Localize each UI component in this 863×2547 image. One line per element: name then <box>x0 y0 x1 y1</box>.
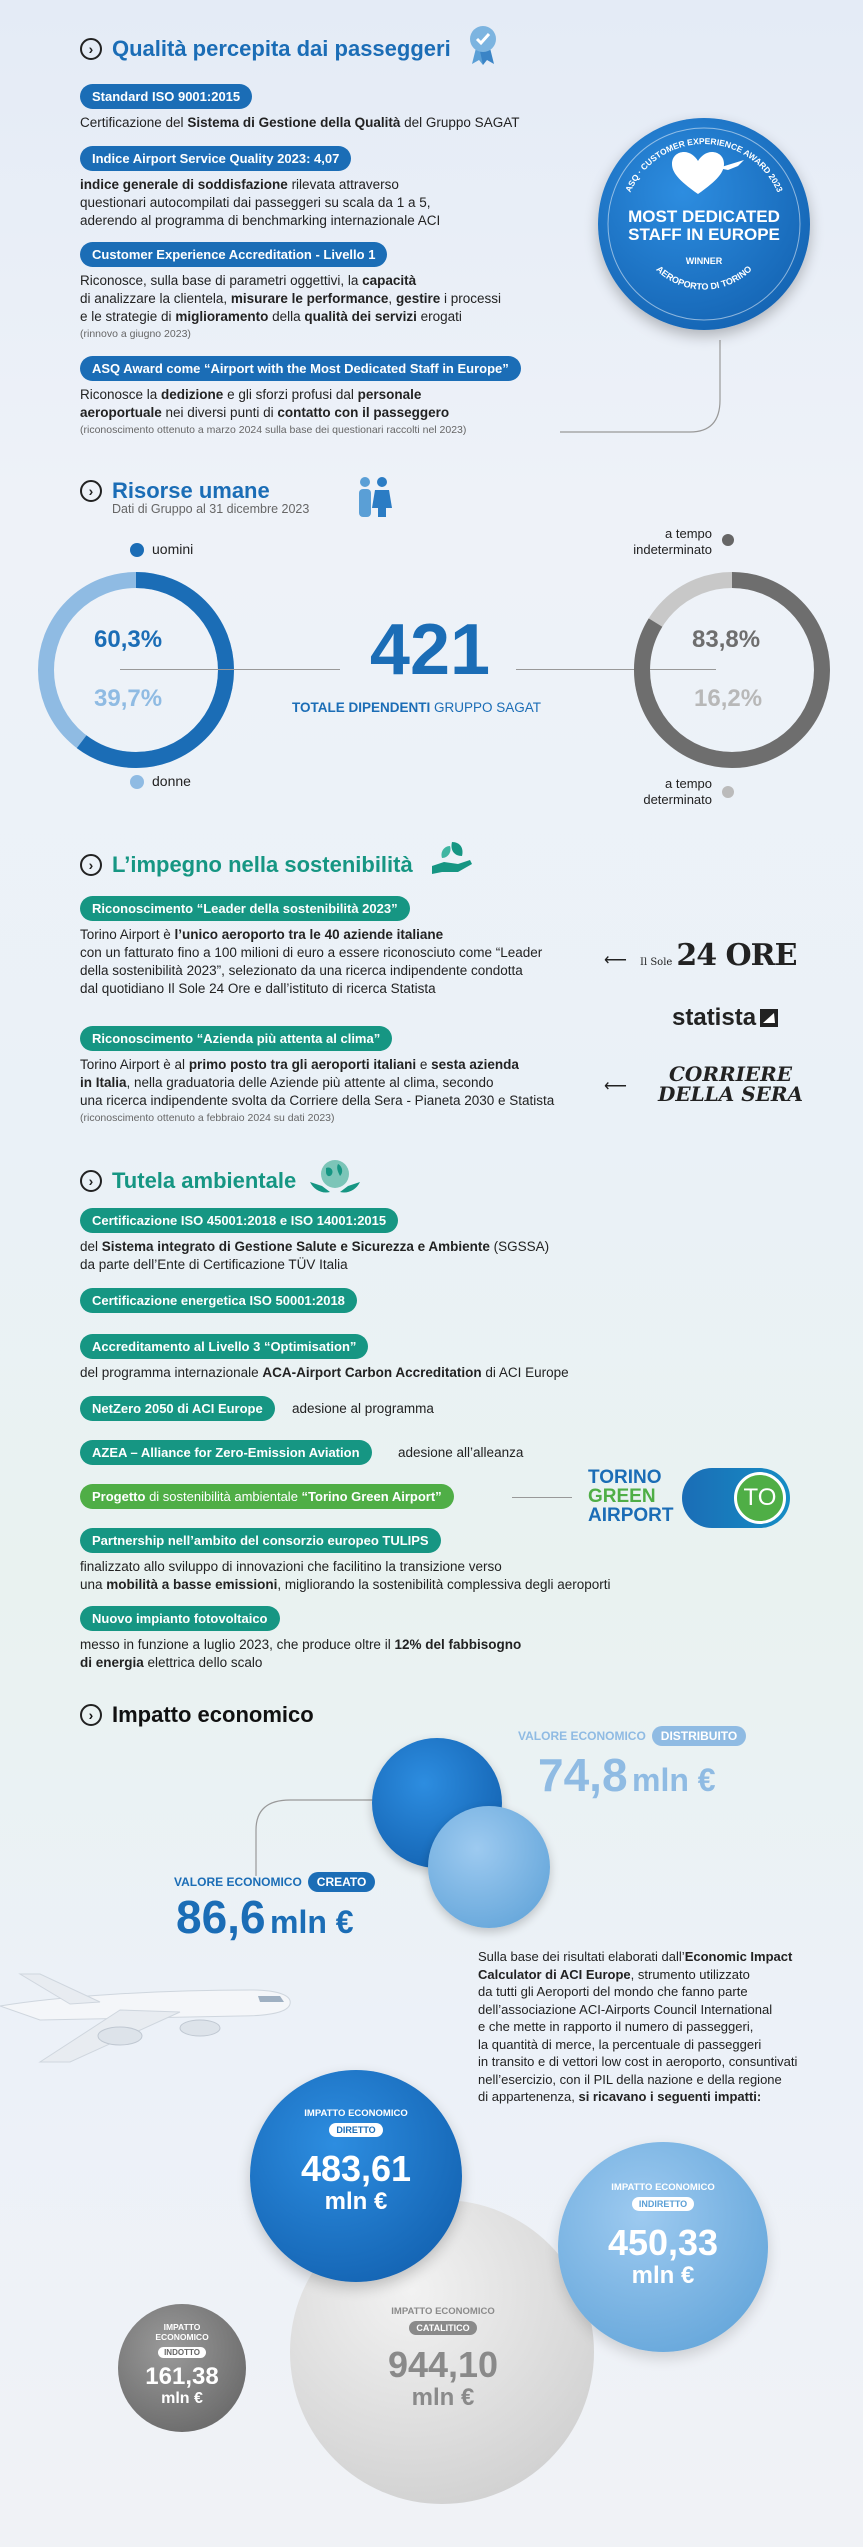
asq-award-badge <box>598 118 810 330</box>
legend-dot-indet <box>722 534 734 546</box>
logo-tga-mark: TO <box>734 1472 786 1524</box>
statista-mark-icon <box>760 1009 778 1027</box>
section-title-quality: › Qualità percepita dai passeggeri <box>80 36 451 62</box>
catalitico-text: IMPATTO ECONOMICO CATALITICO 944,10 mln € <box>387 2306 499 2411</box>
section-title-sustainability: › L’impegno nella sostenibilità <box>80 852 413 878</box>
chevron-right-icon: › <box>80 1170 102 1192</box>
airplane-icon <box>0 1966 300 2066</box>
badge-winner: WINNER <box>685 256 723 266</box>
logo-tga-toggle <box>682 1468 790 1528</box>
award-ribbon-icon <box>468 24 498 66</box>
diretto-text: IMPATTO ECONOMICO DIRETTO 483,61 mln € <box>300 2108 412 2215</box>
divider-left <box>120 669 340 670</box>
section-title-hr: › Risorse umane <box>80 478 270 504</box>
legend-dot-det <box>722 786 734 798</box>
total-employees: 421 <box>369 610 491 690</box>
pill-iso50001: Certificazione energetica ISO 50001:2018 <box>80 1288 357 1313</box>
text-tulips: finalizzato allo sviluppo di innovazioni che facilitino la transizione verso una mobilità a basse emissioni, migliorando la sostenibilità complessiva degli aeroporti <box>80 1559 611 1592</box>
text-climate: Torino Airport è al primo posto tra gli aeroporti italiani e sesta azienda in Italia, nella graduatoria delle Aziende più attente al clima, secondo una ricerca indipendente svolta da Corriere della Sera - Pianeta 2030 e Statista <box>80 1057 555 1108</box>
text-iso45001: del Sistema integrato di Gestione Salute e Sicurezza e Ambiente (SGSSA) da parte dell’Ente di Certificazione TÜV Italia <box>80 1239 550 1272</box>
chevron-right-icon: › <box>80 38 102 60</box>
heart-plane-icon <box>668 150 748 202</box>
section-title-economy: › Impatto economico <box>80 1702 314 1728</box>
pill-iso45001: Certificazione ISO 45001:2018 e ISO 14001:2015 <box>80 1208 398 1233</box>
pill-iso9001: Standard ISO 9001:2015 <box>80 84 252 109</box>
pill-azea: AZEA – Alliance for Zero-Emission Aviation <box>80 1440 372 1465</box>
distr-value: 74,8 mln € <box>538 1749 716 1801</box>
gender-donut <box>36 570 236 770</box>
pill-cx-accreditation: Customer Experience Accreditation - Livello 1 <box>80 242 387 267</box>
section-title-environment: › Tutela ambientale <box>80 1168 296 1194</box>
text-netzero: adesione al programma <box>292 1401 434 1416</box>
pill-asq-award: ASQ Award come “Airport with the Most Dedicated Staff in Europe” <box>80 356 521 381</box>
pill-tulips: Partnership nell’ambito del consorzio europeo TULIPS <box>80 1528 441 1553</box>
arrow-left-icon: ⟵ <box>604 952 627 969</box>
note-cx-accreditation: (rinnovo a giugno 2023) <box>80 328 191 340</box>
pct-men: 60,3% <box>94 626 163 653</box>
pill-photovoltaic: Nuovo impianto fotovoltaico <box>80 1606 280 1631</box>
pill-asq-index: Indice Airport Service Quality 2023: 4,07 <box>80 146 351 171</box>
total-employees-label: TOTALE DIPENDENTI GRUPPO SAGAT <box>292 700 542 715</box>
badge-line2: STAFF IN EUROPE <box>628 225 780 244</box>
text-photovoltaic: messo in funzione a luglio 2023, che produce oltre il 12% del fabbisogno di energia elettrica dello scalo <box>80 1637 522 1670</box>
chevron-right-icon: › <box>80 480 102 502</box>
people-icon <box>354 476 394 518</box>
hr-subtitle: Dati di Gruppo al 31 dicembre 2023 <box>112 502 310 516</box>
distr-label: VALORE ECONOMICO DISTRIBUITO <box>518 1726 746 1746</box>
note-climate: (riconoscimento ottenuto a febbraio 2024 su dati 2023) <box>80 1112 335 1124</box>
logo-tga-text: TORINO GREEN AIRPORT <box>588 1467 674 1526</box>
text-leader-sustainability: Torino Airport è l’unico aeroporto tra le 40 aziende italiane con un fatturato fino a 100 milioni di euro a essere riconosciuto come “Leader della sostenibilità 2023”, selezionato da una ricerca indipendente condotta dal quotidiano Il Sole 24 Ore e dall’istituto di ricerca Statista <box>80 927 543 996</box>
chevron-right-icon: › <box>80 854 102 876</box>
pill-climate: Riconoscimento “Azienda più attenta al clima” <box>80 1026 392 1051</box>
contract-donut <box>632 570 832 770</box>
pill-aca-level3: Accreditamento al Livello 3 “Optimisation” <box>80 1334 368 1359</box>
arrow-left-icon-2: ⟵ <box>604 1078 627 1095</box>
badge-arc-bottom: AEROPORTO DI TORINO <box>654 263 754 292</box>
eco-description: Sulla base dei risultati elaborati dall’Economic Impact Calculator di ACI Europe, strumento utilizzato da tutti gli Aeroporti del mondo che fanno parte dell’associazione ACI-Airports Council International e che mette in rapporto il numero di passeggeri, la quantità di merce, la percentuale di passeggeri in transito e di vettori low cost in aeroporto, consuntivati nell’esercizio, con il PIL della nazione e della regione di appartenenza, si ricavano i seguenti impatti: <box>478 1949 798 2104</box>
creato-label: VALORE ECONOMICO CREATO <box>174 1872 375 1892</box>
badge-line1: MOST DEDICATED <box>628 207 780 226</box>
hand-leaf-icon <box>430 838 474 878</box>
bubble-distribuito <box>428 1806 550 1928</box>
pill-leader-sustainability: Riconoscimento “Leader della sostenibilità 2023” <box>80 896 410 921</box>
globe-hands-icon <box>308 1156 362 1196</box>
pct-women: 39,7% <box>94 685 163 712</box>
connector-tga <box>512 1497 572 1498</box>
text-aca: del programma internazionale ACA-Airport Carbon Accreditation di ACI Europe <box>80 1365 569 1380</box>
logo-sole24ore: Il Sole 24 ORE <box>640 938 797 973</box>
pill-torino-green-airport: Progetto di sostenibilità ambientale “Torino Green Airport” <box>80 1484 454 1509</box>
legend-women: donne <box>152 773 191 789</box>
label-determinato: a tempo determinato <box>643 776 712 807</box>
creato-value: 86,6 mln € <box>176 1891 354 1943</box>
badge-arc-top: ASQ · CUSTOMER EXPERIENCE AWARD 2023 <box>623 135 785 194</box>
text-azea: adesione all’alleanza <box>398 1445 524 1460</box>
connector-creato <box>250 1790 380 1880</box>
legend-men: uomini <box>152 541 194 557</box>
indotto-text: IMPATTO ECONOMICO INDOTTO 161,38 mln € <box>145 2322 219 2407</box>
pct-indet: 83,8% <box>692 626 761 653</box>
note-asq-award: (riconoscimento ottenuto a marzo 2024 sulla base dei questionari raccolti nel 2023) <box>80 424 467 436</box>
legend-dot-men <box>130 543 144 557</box>
text-asq-index: indice generale di soddisfazione rilevata attraverso questionari autocompilati dai passeggeri su scala da 1 a 5, aderendo al programma di benchmarking internazionale ACI <box>80 177 441 228</box>
text-asq-award: Riconosce la dedizione e gli sforzi profusi dal personale aeroportuale nei diversi punti di contatto con il passeggero <box>80 387 450 420</box>
logo-corriere: CORRIERE DELLA SERA <box>658 1062 804 1106</box>
pct-det: 16,2% <box>694 685 763 712</box>
text-cx-accreditation: Riconosce, sulla base di parametri oggettivi, la capacità di analizzare la clientela, misurare le performance, gestire i processi e le strategie di miglioramento della qualità dei servizi erogati <box>80 273 501 324</box>
chevron-right-icon: › <box>80 1704 102 1726</box>
logo-statista: statista <box>672 1004 778 1032</box>
legend-dot-women <box>130 775 144 789</box>
text-iso9001: Certificazione del Sistema di Gestione della Qualità del Gruppo SAGAT <box>80 115 520 130</box>
label-indeterminato: a tempo indeterminato <box>633 526 712 557</box>
pill-netzero: NetZero 2050 di ACI Europe <box>80 1396 275 1421</box>
indiretto-text: IMPATTO ECONOMICO INDIRETTO 450,33 mln € <box>607 2182 719 2289</box>
